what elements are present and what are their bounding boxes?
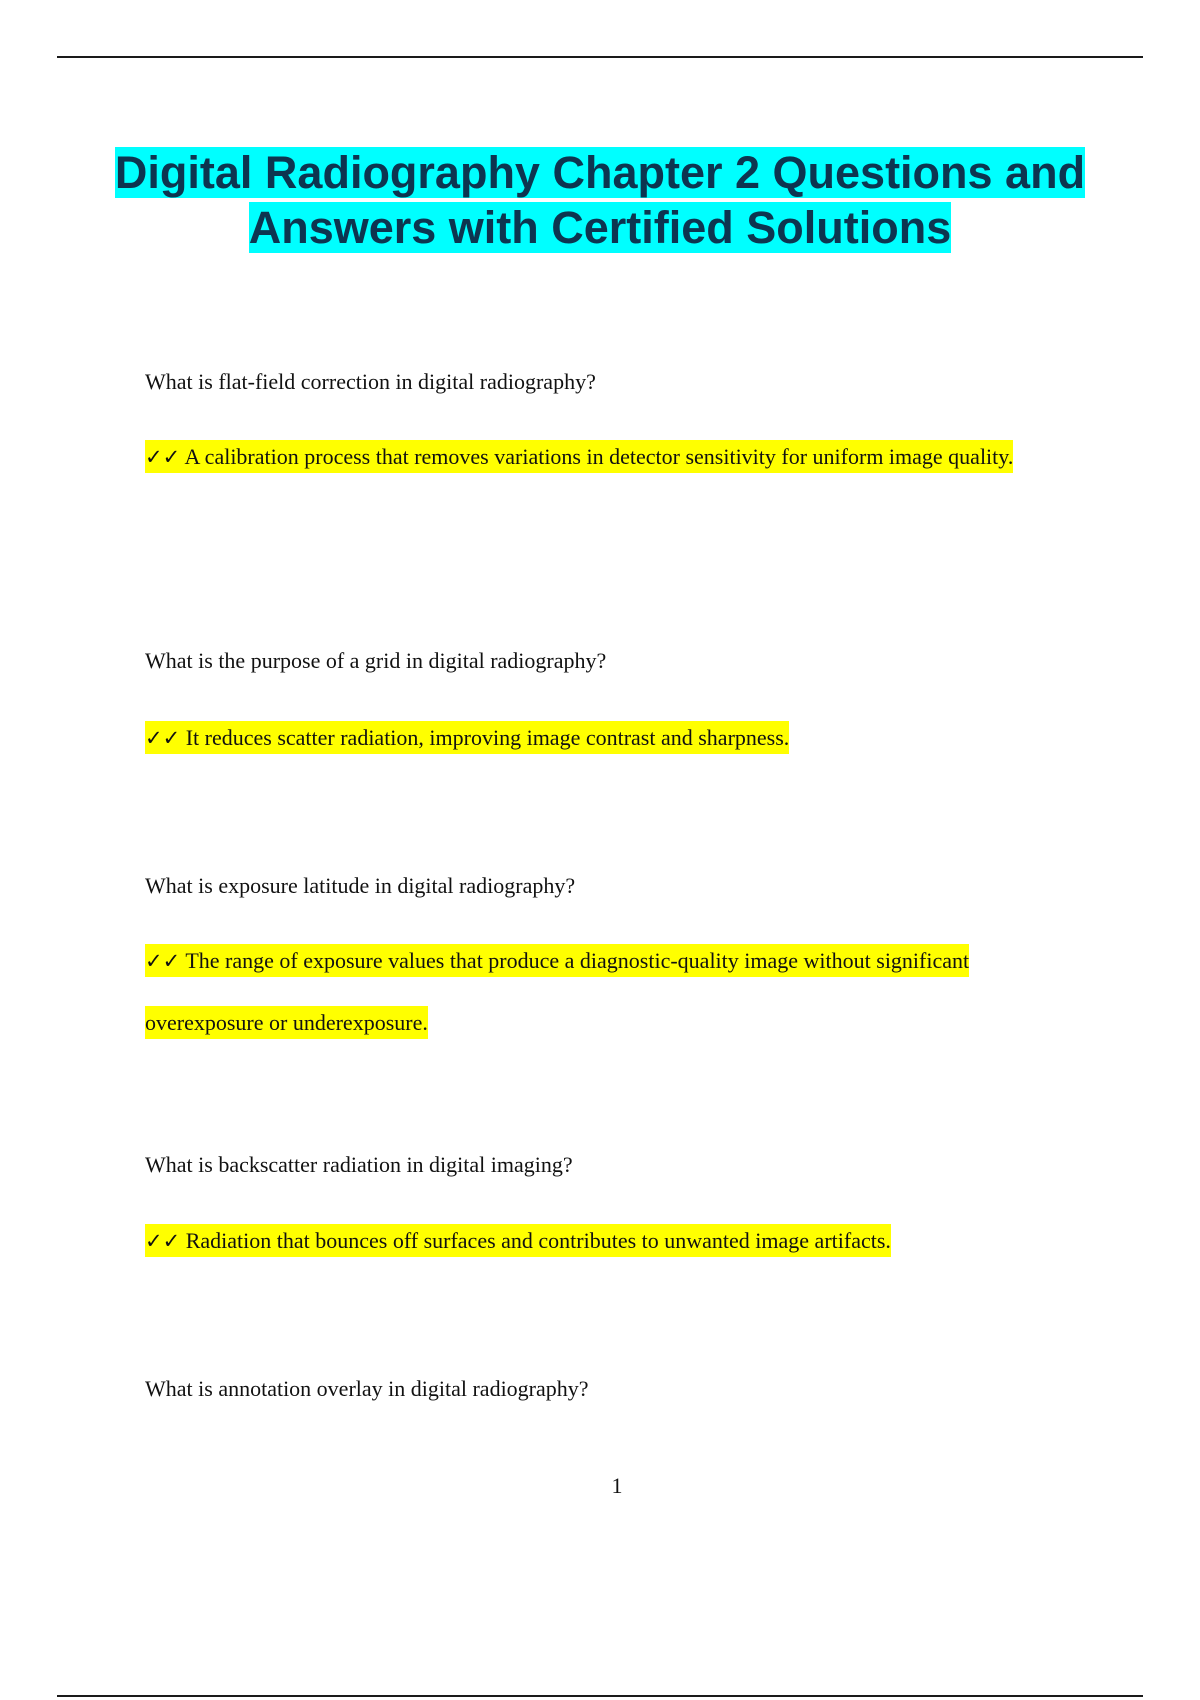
answer-1-text: A calibration process that removes variations in detector sensitivity for uniform image quality. [184,444,1014,469]
answer-highlight [145,440,1013,473]
answer-4-text: Radiation that bounces off surfaces and contributes to unwanted image artifacts. [185,1228,891,1253]
answer-highlight [145,1224,891,1257]
question-1: What is flat-field correction in digital radiography? [145,369,596,394]
answer-2-text: It reduces scatter radiation, improving image contrast and sharpness. [185,725,790,750]
answer-3 [145,930,1075,1053]
question-4: What is backscatter radiation in digital imaging? [145,1152,573,1177]
question-5: What is annotation overlay in digital radiography? [145,1376,589,1401]
answer-1 [145,426,1075,488]
answer-highlight [145,944,969,1039]
document-title-text: Digital Radiography Chapter 2 Questions and Answers with Certified Solutions [114,147,1086,253]
question-2: What is the purpose of a grid in digital radiography? [145,648,607,673]
top-rule [57,56,1143,58]
answer-2 [145,707,1075,769]
answer-3-text: The range of exposure values that produce a diagnostic-quality image without significant overexposure or underexposure. [145,948,970,1035]
bottom-rule [57,1695,1143,1697]
double-check-icon: ✓✓ [145,1229,181,1253]
double-check-icon: ✓✓ [145,445,181,469]
document-title [100,145,1100,255]
answer-4 [145,1210,1075,1272]
page-number: 1 [611,1473,623,1498]
question-3: What is exposure latitude in digital radiography? [145,873,576,898]
double-check-icon: ✓✓ [145,949,181,973]
double-check-icon: ✓✓ [145,726,181,750]
answer-highlight [145,721,789,754]
